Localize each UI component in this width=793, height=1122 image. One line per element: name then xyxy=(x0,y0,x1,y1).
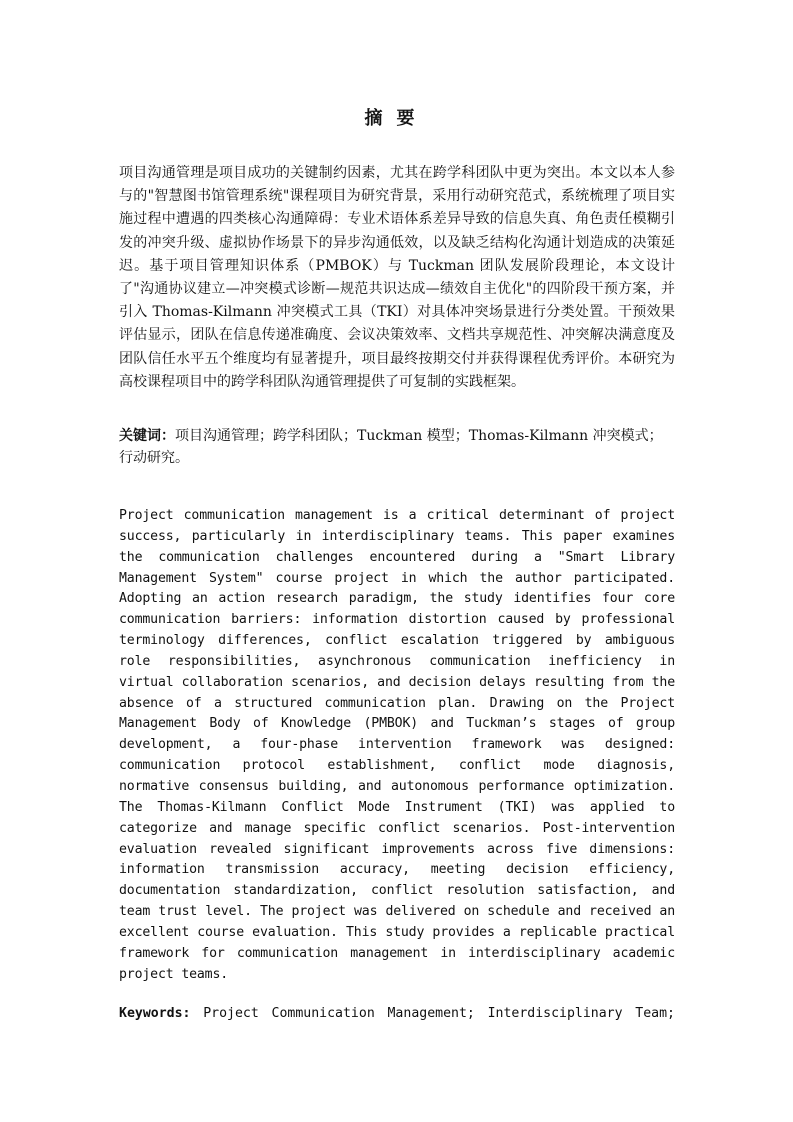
english-keywords xyxy=(119,1004,675,1025)
english-keywords-text: Project Communication Management; Interdisciplinary Team; xyxy=(203,1006,675,1021)
chinese-keywords-label: 关键词： xyxy=(119,428,175,444)
chinese-keywords-text: 项目沟通管理；跨学科团队；Tuckman 模型；Thomas-Kilmann 冲突模式；行动研究。 xyxy=(119,428,663,466)
english-abstract-paragraph: Project communication management is a critical determinant of project success, particularly in interdisciplinary teams. This paper examines the communication challenges encountered during a "Smart Library Management System" course project in which the author participated. Adopting an action research paradigm, the study identifies four core communication barriers: information distortion caused by professional terminology differences, conflict escalation triggered by ambiguous role responsibilities, asynchronous communication inefficiency in virtual collaboration scenarios, and decision delays resulting from the absence of a structured communication plan. Drawing on the Project Management Body of Knowledge (PMBOK) and Tuckman’s stages of group development, a four-phase intervention framework was designed: communication protocol establishment, conflict mode diagnosis, normative consensus building, and autonomous performance optimization. The Thomas-Kilmann Conflict Mode Instrument (TKI) was applied to categorize and manage specific conflict scenarios. Post-intervention evaluation revealed significant improvements across five dimensions: information transmission accuracy, meeting decision efficiency, documentation standardization, conflict resolution satisfaction, and team trust level. The project was delivered on schedule and received an excellent course evaluation. This study provides a replicable practical framework for communication management in interdisciplinary academic project teams. xyxy=(119,508,675,982)
abstract-title: 摘要 xyxy=(364,108,429,129)
english-keywords-label: Keywords: xyxy=(119,1006,191,1021)
chinese-keywords xyxy=(119,425,675,469)
chinese-abstract-paragraph: 项目沟通管理是项目成功的关键制约因素，尤其在跨学科团队中更为突出。本文以本人参与的"智慧图书馆管理系统"课程项目为研究背景，采用行动研究范式，系统梳理了项目实施过程中遭遇的四类核心沟通障碍：专业术语体系差异导致的信息失真、角色责任模糊引发的冲突升级、虚拟协作场景下的异步沟通低效，以及缺乏结构化沟通计划造成的决策延迟。基于项目管理知识体系（PMBOK）与 Tuckman 团队发展阶段理论，本文设计了"沟通协议建立—冲突模式诊断—规范共识达成—绩效自主优化"的四阶段干预方案，并引入 Thomas-Kilmann 冲突模式工具（TKI）对具体冲突场景进行分类处置。干预效果评估显示，团队在信息传递准确度、会议决策效率、文档共享规范性、冲突解决满意度及团队信任水平五个维度均有显著提升，项目最终按期交付并获得课程优秀评价。本研究为高校课程项目中的跨学科团队沟通管理提供了可复制的实践框架。 xyxy=(119,165,675,390)
